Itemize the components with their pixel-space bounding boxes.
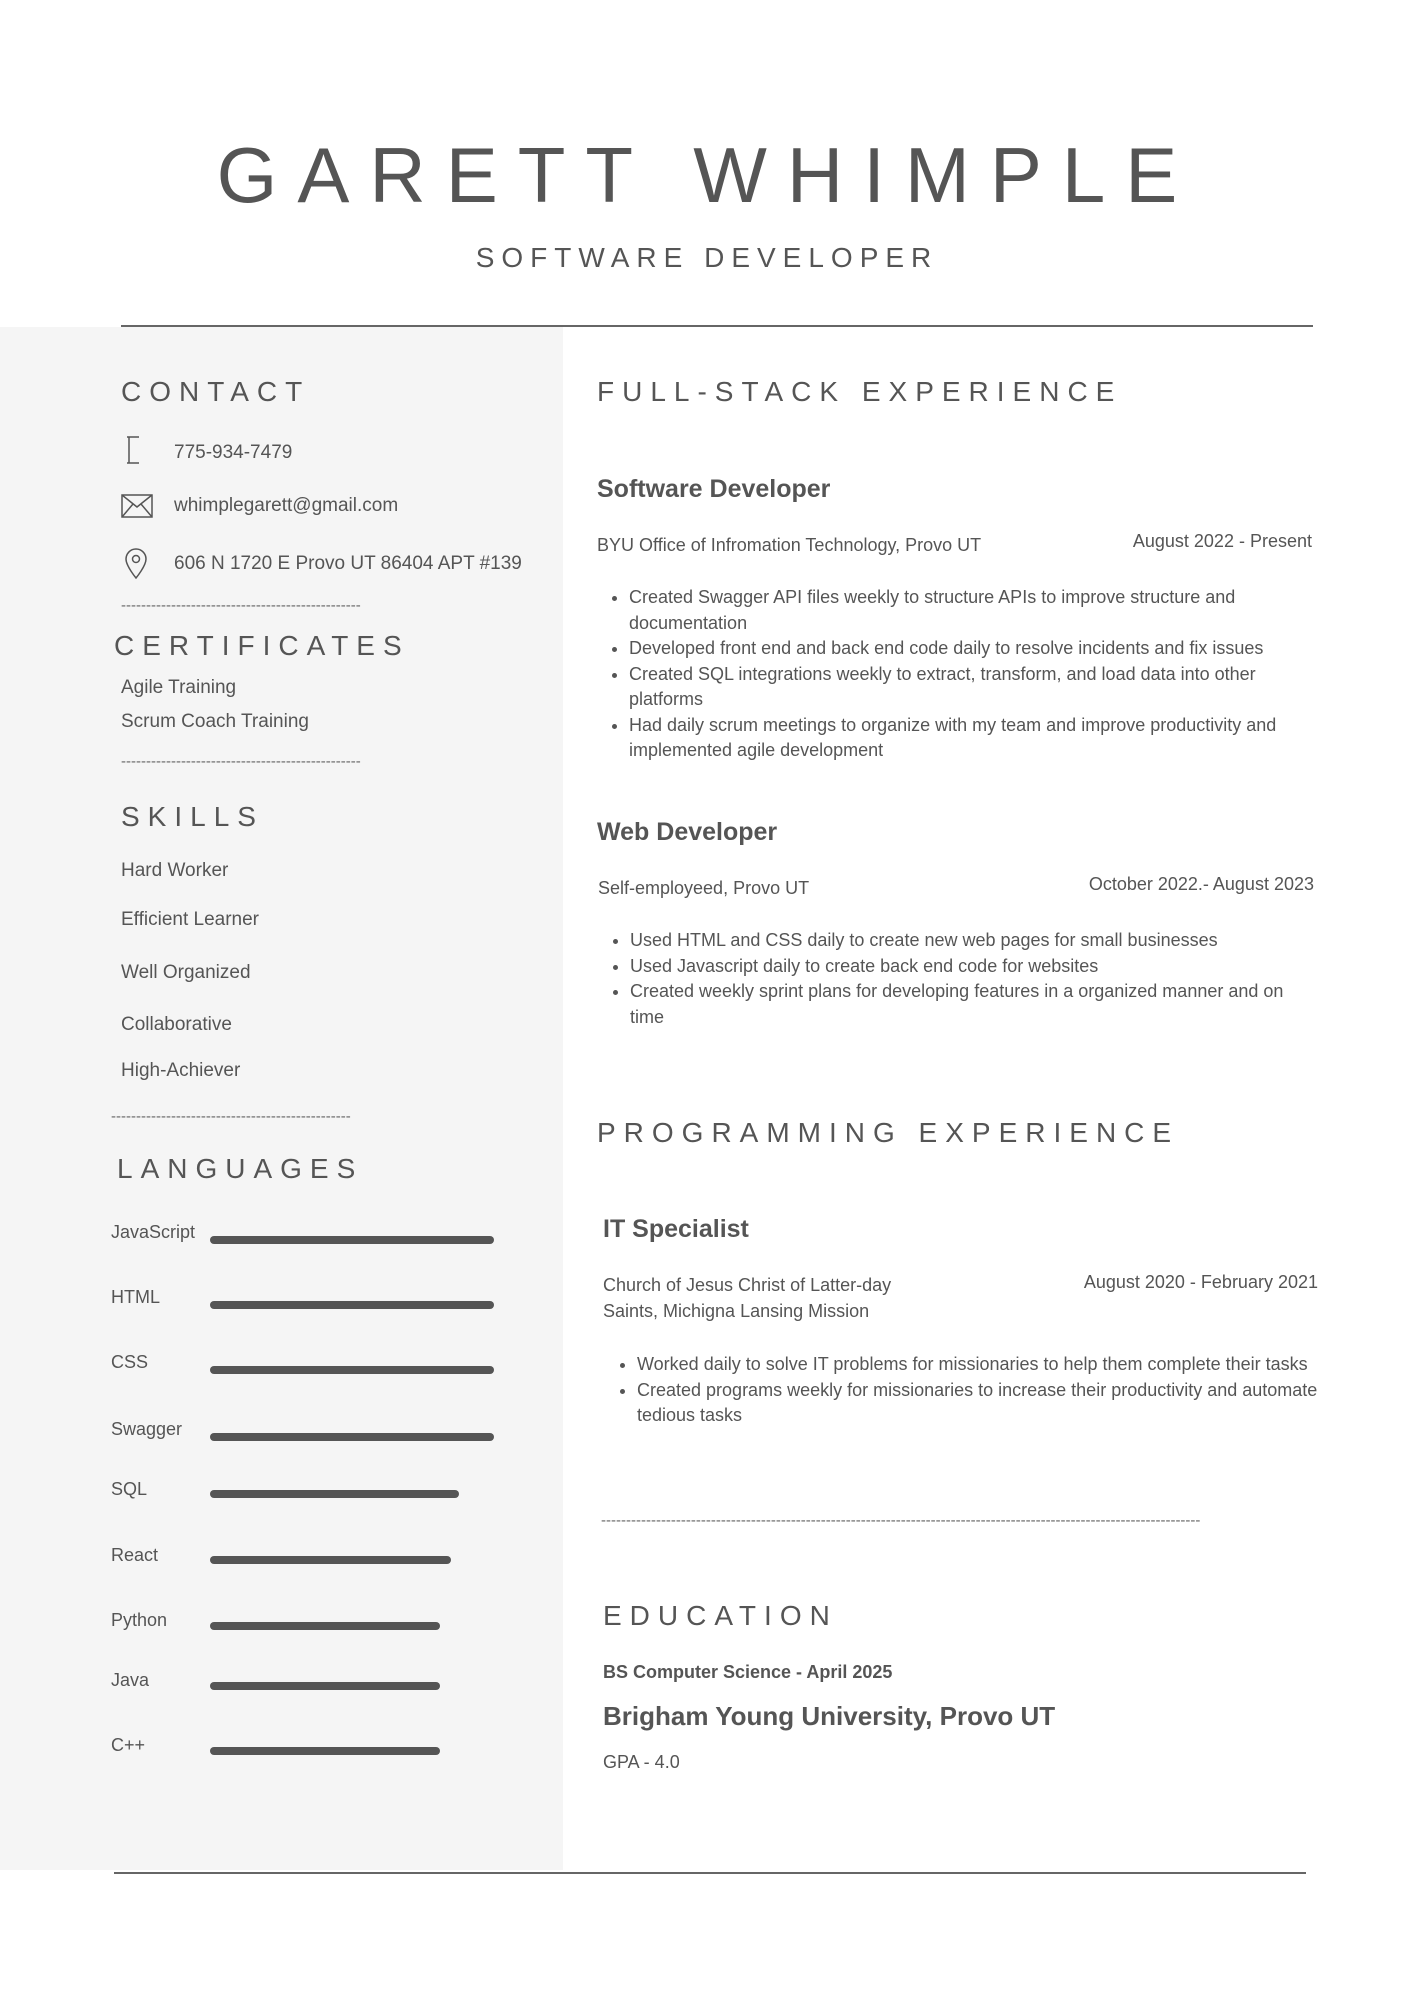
section-divider: ------------------------------------------------------------------------------------------------------------------------ (601, 1512, 1201, 1529)
section-divider: ------------------------------------------------ (121, 753, 361, 770)
language-level-bar (210, 1622, 440, 1630)
language-row (111, 1545, 158, 1566)
language-row (111, 1222, 195, 1243)
job-company: Self-employeed, Provo UT (598, 878, 810, 898)
job-bullets (605, 1352, 1323, 1429)
language-row (111, 1735, 145, 1756)
language-row (111, 1610, 167, 1631)
language-level-bar (210, 1236, 494, 1244)
job-company-line: Church of Jesus Christ of Latter-day (603, 1275, 892, 1295)
job-bullet: • Worked daily to solve IT problems for missionaries to help them complete their tasks (637, 1352, 1323, 1378)
language-label: C++ (111, 1735, 146, 1755)
language-label: React (111, 1545, 159, 1565)
language-label: Python (111, 1610, 168, 1630)
language-row (111, 1670, 149, 1691)
language-label: HTML (111, 1287, 160, 1307)
language-label: Java (111, 1670, 150, 1690)
job-bullet: • Created SQL integrations weekly to extract, transform, and load data into other platforms (629, 662, 1321, 713)
job-bullet: • Used Javascript daily to create back end code for websites (630, 954, 1322, 980)
language-row (111, 1287, 160, 1308)
job-company-line: Saints, Michigna Lansing Mission (603, 1301, 870, 1321)
phone-number[interactable]: 775-934-7479 (174, 442, 293, 463)
language-level-bar (210, 1556, 451, 1564)
job-bullets (598, 928, 1322, 1030)
candidate-name: GARETT WHIMPLE (216, 131, 1198, 219)
home-address: 606 N 1720 E Provo UT 86404 APT #139 (174, 553, 522, 574)
school-name: Brigham Young University, Provo UT (603, 1701, 1056, 1731)
programming-heading: PROGRAMMING EXPERIENCE (597, 1117, 1180, 1148)
job-dates: August 2022 - Present (1132, 531, 1312, 551)
job-bullet: • Used HTML and CSS daily to create new web pages for small businesses (630, 928, 1322, 954)
job-bullet: • Had daily scrum meetings to organize with my team and improve productivity and implemented agile development (629, 713, 1321, 764)
job-company: BYU Office of Infromation Technology, Provo UT (597, 535, 982, 555)
skill-item: Collaborative (121, 1014, 232, 1035)
language-level-bar (210, 1433, 494, 1441)
language-row (111, 1479, 147, 1500)
skill-item: Hard Worker (121, 860, 229, 881)
language-label: JavaScript (111, 1222, 196, 1242)
skill-item: High-Achiever (121, 1060, 241, 1081)
gpa: GPA - 4.0 (603, 1752, 680, 1772)
job-company (603, 1272, 891, 1324)
phone-icon (124, 433, 142, 467)
languages-heading: LANGUAGES (117, 1153, 364, 1184)
job-bullet: • Created weekly sprint plans for developing features in a organized manner and on time (630, 979, 1322, 1030)
location-pin-icon (124, 548, 148, 580)
language-label: SQL (111, 1479, 148, 1499)
language-level-bar (210, 1366, 494, 1374)
education-heading: EDUCATION (603, 1600, 838, 1631)
skills-heading: SKILLS (121, 801, 264, 832)
language-level-bar (210, 1682, 440, 1690)
skill-item: Well Organized (121, 962, 251, 983)
email-address[interactable]: whimplegarett@gmail.com (174, 495, 399, 516)
language-row (111, 1419, 182, 1440)
job-dates: August 2020 - February 2021 (1083, 1272, 1318, 1292)
job-bullet: • Created programs weekly for missionaries to increase their productivity and automate tedious tasks (637, 1378, 1323, 1429)
language-row (111, 1352, 148, 1373)
job-bullet: • Created Swagger API files weekly to structure APIs to improve structure and documentation (629, 585, 1321, 636)
degree: BS Computer Science - April 2025 (603, 1662, 893, 1682)
job-title: IT Specialist (603, 1215, 749, 1243)
section-divider: ------------------------------------------------ (121, 597, 361, 614)
job-title: Software Developer (597, 475, 831, 503)
fullstack-heading: FULL-STACK EXPERIENCE (597, 376, 1123, 407)
header-divider (121, 325, 1313, 327)
contact-heading: CONTACT (121, 376, 311, 407)
language-level-bar (210, 1490, 459, 1498)
section-divider: ------------------------------------------------ (111, 1108, 351, 1125)
certificates-heading: CERTIFICATES (114, 630, 410, 661)
language-label: CSS (111, 1352, 149, 1372)
job-bullet: • Developed front end and back end code daily to resolve incidents and fix issues (629, 636, 1321, 662)
certificate-item: Agile Training (121, 677, 237, 698)
certificate-item: Scrum Coach Training (121, 711, 309, 732)
job-bullets (597, 585, 1321, 764)
footer-divider (114, 1872, 1306, 1874)
job-dates: October 2022.- August 2023 (1088, 874, 1314, 894)
skill-item: Efficient Learner (121, 909, 260, 930)
language-level-bar (210, 1747, 440, 1755)
mail-icon (121, 494, 153, 518)
language-level-bar (210, 1301, 494, 1309)
job-title: Web Developer (597, 818, 778, 846)
candidate-title: SOFTWARE DEVELOPER (475, 242, 939, 273)
language-label: Swagger (111, 1419, 183, 1439)
